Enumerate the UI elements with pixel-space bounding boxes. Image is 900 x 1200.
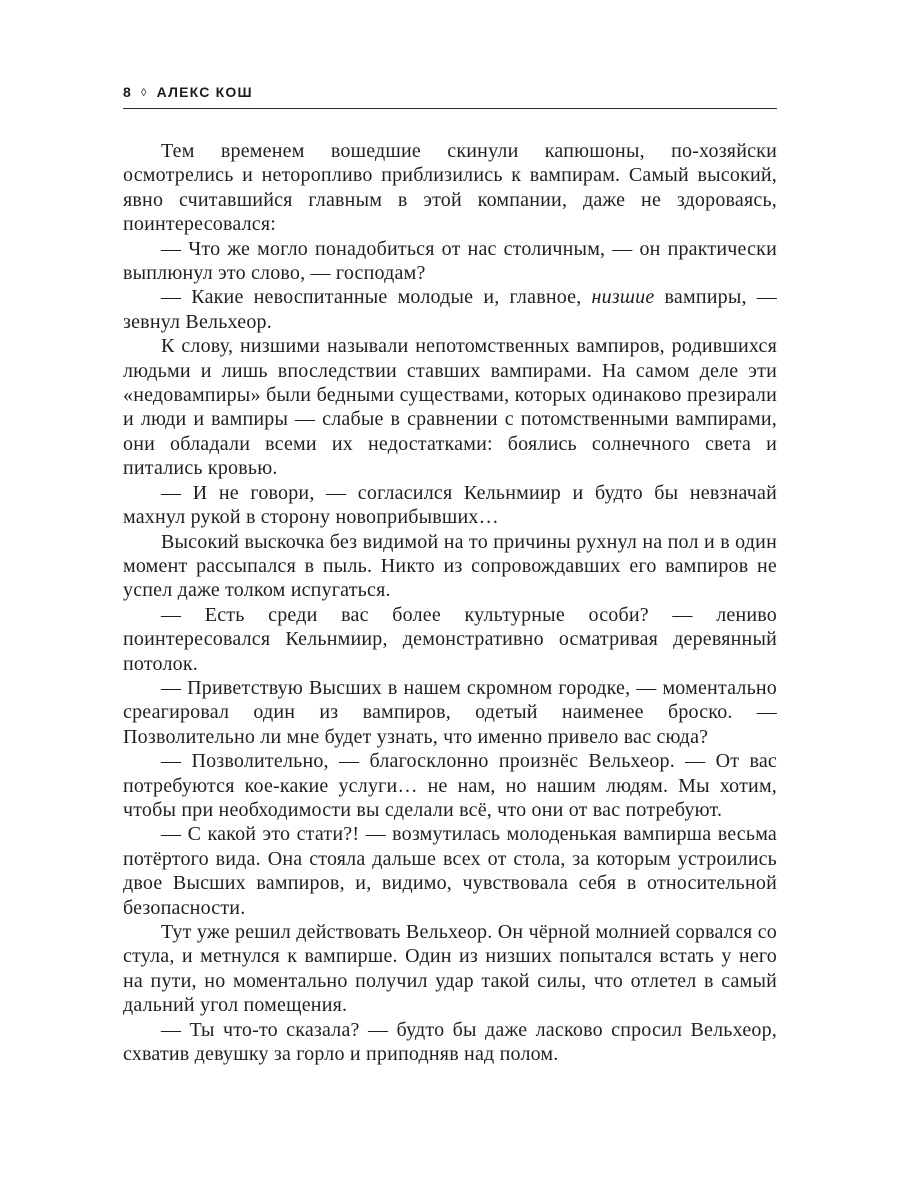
running-header bbox=[123, 84, 777, 100]
paragraph bbox=[123, 334, 777, 480]
paragraph bbox=[123, 237, 777, 286]
paragraph bbox=[123, 1018, 777, 1067]
page-content bbox=[123, 84, 777, 1066]
text-run: — Какие невоспитанные молодые и, главное, bbox=[161, 286, 592, 309]
body-text bbox=[123, 139, 777, 1066]
text-run: Высокий выскочка без видимой на то причины рухнул на пол и в один момент рассыпался в пыль. Никто из сопровождавших его вампиров не успел даже толком испугаться. bbox=[123, 530, 777, 602]
paragraph bbox=[123, 676, 777, 749]
text-run: вампиры, — зевнул Вельхеор. bbox=[123, 286, 777, 333]
text-run: — Ты что-то сказала? — будто бы даже ласково спросил Вельхеор, схватив девушку за горло и приподняв над полом. bbox=[123, 1018, 777, 1066]
text-run: — И не говори, — согласился Кельнмиир и будто бы невзначай махнул рукой в сторону новоприбывших… bbox=[123, 481, 777, 529]
text-run: — Что же могло понадобиться от нас столичным, — он практически выплюнул это слово, — господам? bbox=[123, 237, 777, 285]
diamond-separator-icon: ◊ bbox=[141, 87, 148, 99]
paragraph bbox=[123, 139, 777, 237]
paragraph bbox=[123, 285, 777, 334]
text-run: Тем временем вошедшие скинули капюшоны, по-хозяйски осмотрелись и неторопливо приблизились к вампирам. Самый высокий, явно считавшийся главным в этой компании, даже не здороваясь, поинтересовался: bbox=[123, 140, 777, 236]
header-rule bbox=[123, 108, 777, 109]
paragraph bbox=[123, 749, 777, 822]
text-run: Тут уже решил действовать Вельхеор. Он чёрной молнией сорвался со стула, и метнулся к вампирше. Один из низших попытался встать у него на пути, но моментально получил удар такой силы, что отлетел в самый дальний угол помещения. bbox=[123, 921, 777, 1017]
text-run: К слову, низшими называли непотомственных вампиров, родившихся людьми и лишь впоследствии ставших вампирами. На самом деле эти «недовампиры» были бедными существами, которых одинаково презирали и люди и вампиры — слабые в сравнении с потомственными вампирами, они обладали всеми их недостатками: боялись солнечного света и питались кровью. bbox=[123, 335, 777, 480]
paragraph bbox=[123, 603, 777, 676]
paragraph bbox=[123, 481, 777, 530]
text-run: — Приветствую Высших в нашем скромном городке, — моментально среагировал один из вампиров, одетый наименее броско. — Позволительно ли мне будет узнать, что именно привело вас сюда? bbox=[123, 676, 777, 748]
text-run: — Есть среди вас более культурные особи? — лениво поинтересовался Кельнмиир, демонстративно осматривая деревянный потолок. bbox=[123, 603, 777, 675]
paragraph bbox=[123, 920, 777, 1018]
page-number: 8 bbox=[123, 84, 132, 100]
author-name: АЛЕКС КОШ bbox=[156, 84, 253, 100]
paragraph bbox=[123, 530, 777, 603]
paragraph bbox=[123, 822, 777, 920]
text-run: — С какой это стати?! — возмутилась молоденькая вампирша весьма потёртого вида. Она стояла дальше всех от стола, за которым устроились двое Высших вампиров, и, видимо, чувствовала себя в относительной безопасности. bbox=[123, 823, 777, 919]
italic-run: низшие bbox=[591, 286, 655, 309]
text-run: — Позволительно, — благосклонно произнёс Вельхеор. — От вас потребуются кое-какие услуги… не нам, но нашим людям. Мы хотим, чтобы при необходимости вы сделали всё, что они от вас потребуют. bbox=[123, 750, 777, 821]
